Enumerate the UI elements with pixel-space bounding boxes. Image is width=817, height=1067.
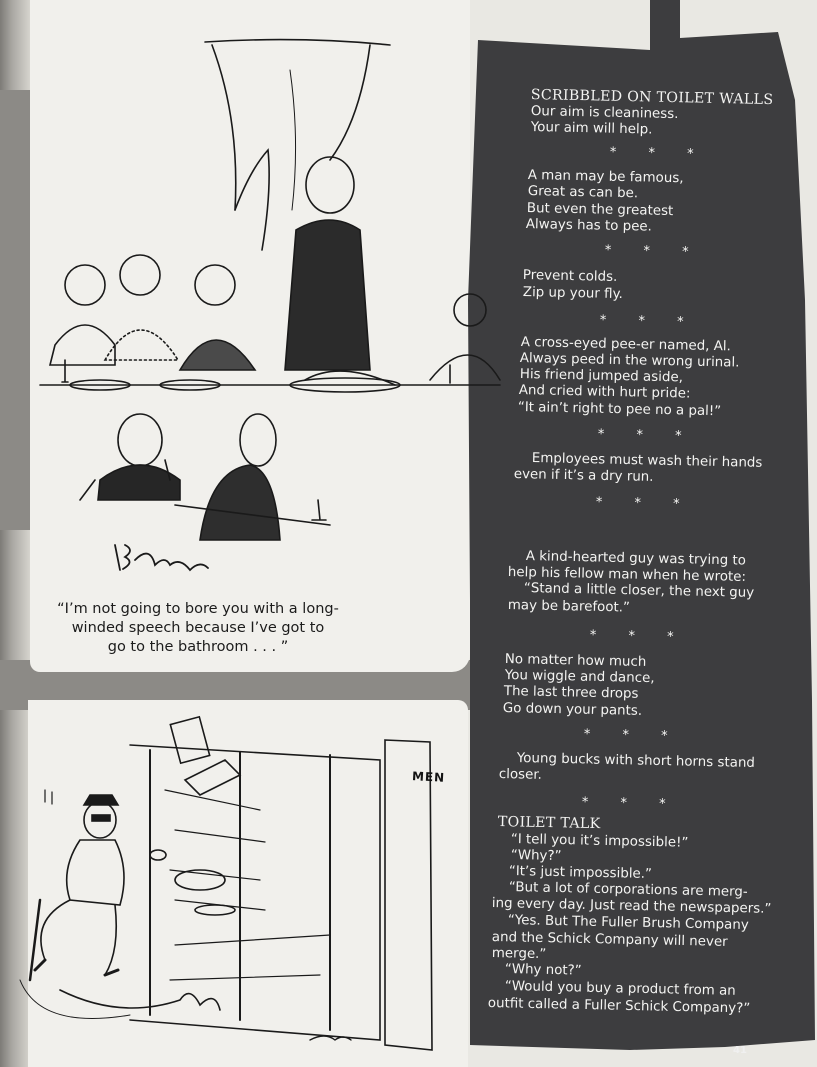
text-line: outfit called a Fuller Schick Company?”: [487, 996, 751, 1017]
text-line: Great as can be.: [527, 184, 639, 202]
text-line: Prevent colds.: [522, 268, 618, 285]
separator-stars: * * *: [599, 313, 698, 331]
text-line: And cried with hurt pride:: [518, 383, 691, 402]
text-line: “It ain’t right to pee no a pal!”: [517, 400, 722, 420]
text-line: “Stand a little closer, the next guy: [523, 581, 755, 601]
text-line: Young bucks with short horns stand: [516, 751, 756, 771]
text-line: ing every day. Just read the newspapers.”: [491, 896, 772, 917]
text-line: merge.”: [491, 946, 547, 963]
text-line: “Yes. But The Fuller Brush Company: [507, 913, 749, 934]
cartoon-caption: [48, 600, 348, 657]
text-line: Go down your pants.: [502, 701, 643, 719]
caption-line: “I’m not going to bore you with a long-: [57, 601, 339, 617]
separator-stars: * * *: [595, 495, 694, 513]
text-line: The last three drops: [503, 684, 639, 702]
text-line: You wiggle and dance,: [504, 668, 655, 687]
separator-stars: * * *: [581, 795, 680, 813]
text-line: “But a lot of corporations are merg-: [508, 880, 748, 900]
caption-line: winded speech because I’ve got to: [71, 620, 325, 636]
text-line: “Why?”: [510, 848, 562, 865]
text-line: Always has to pee.: [525, 217, 653, 235]
text-line: “It’s just impossible.”: [508, 864, 653, 882]
caption-line: go to the bathroom . . . ”: [107, 639, 289, 655]
section-heading: SCRIBBLED ON TOILET WALLS: [530, 87, 774, 109]
separator-stars: * * *: [583, 727, 682, 745]
text-line: closer.: [498, 767, 543, 783]
text-line: A kind-hearted guy was trying to: [525, 549, 746, 569]
section-heading: TOILET TALK: [497, 814, 601, 833]
text-line: help his fellow man when he wrote:: [507, 565, 747, 585]
text-line: Our aim is cleaniness.: [530, 104, 679, 123]
text-line: “Why not?”: [504, 962, 582, 979]
text-line: Zip up your fly.: [522, 285, 623, 303]
page-number: 41: [733, 1045, 747, 1056]
text-line: Always peed in the wrong urinal.: [519, 351, 740, 371]
text-line: A cross-eyed pee-er named, Al.: [520, 335, 732, 355]
text-line: may be barefoot.”: [507, 598, 631, 616]
text-line: Employees must wash their hands: [531, 451, 763, 471]
text-line: “I tell you it’s impossible!”: [510, 832, 689, 851]
separator-stars: * * *: [604, 243, 703, 261]
text-line: and the Schick Company will never: [491, 930, 728, 950]
text-line: His friend jumped aside,: [519, 367, 684, 386]
separator-stars: * * *: [589, 628, 688, 646]
separator-stars: * * *: [597, 427, 696, 445]
separator-stars: * * *: [609, 145, 708, 163]
text-line: Your aim will help.: [530, 120, 653, 138]
text-line: A man may be famous,: [527, 168, 684, 187]
text-line: even if it’s a dry run.: [513, 467, 654, 485]
door-sign-men: MEN: [411, 769, 446, 785]
text-line: “Would you buy a product from an: [504, 979, 736, 999]
text-line: But even the greatest: [526, 201, 674, 220]
text-line: No matter how much: [504, 652, 647, 670]
